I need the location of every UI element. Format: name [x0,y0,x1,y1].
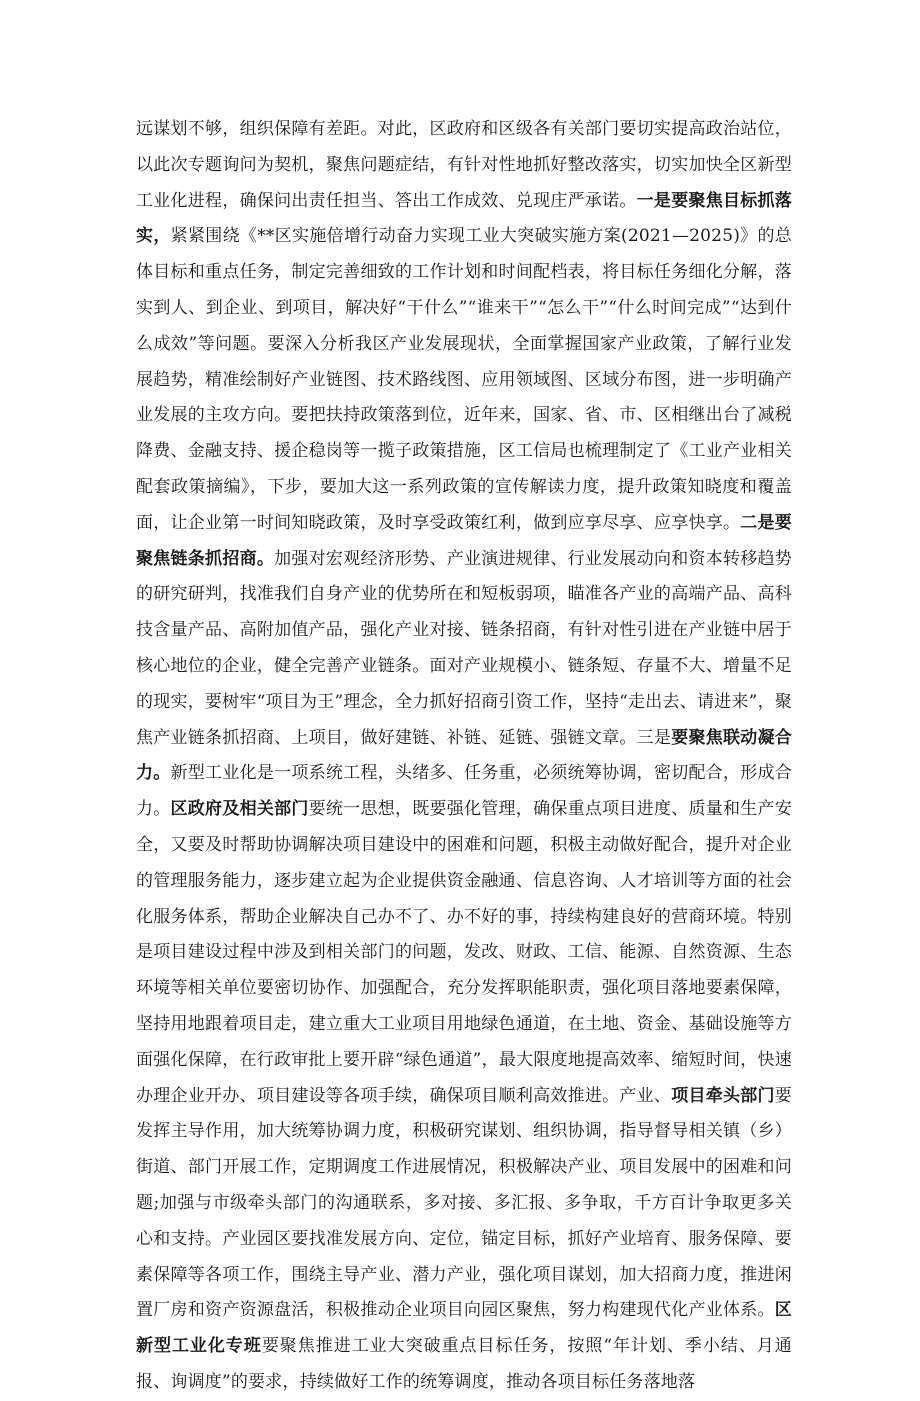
text-run: 要发挥主导作用，加大统筹协调力度，积极研究谋划、组织协调，指导督导相关镇（乡）街道、部门开展工作，定期调度工作进展情况，积极解决产业、项目发展中的困难和问题;加强与市级牵头部门的沟通联系，多对接、多汇报、多争取，千方百计争取更多关心和支持。产业园区要找准发展方向、定位，锚定目标，抓好产业培育、服务保障、要素保障等各项工作，围绕主导产业、潜力产业，强化项目谋划，加大招商力度，推进闲置厂房和资产资源盘活，积极推动企业项目向园区聚焦，努力构建现代化产业体系。 [136,1085,792,1321]
bold-heading-1: 一是要聚焦目标抓落实， [136,190,792,247]
bold-heading-3: 要聚焦联动凝合力。 [136,727,792,784]
body-paragraph [136,112,792,1401]
text-run: 远谋划不够，组织保障有差距。对此，区政府和区级各有关部门要切实提高政治站位，以此次专题询问为契机，聚焦问题症结，有针对性地抓好整改落实，切实加快全区新型工业化进程，确保问出责任担当、答出工作成效、兑现庄严承诺。 [136,119,792,211]
bold-subject-lead-departments: 项目牵头部门 [671,1085,775,1106]
text-run: 紧紧围绕《**区实施倍增行动奋力实现工业大突破实施方案(2021—2025)》的总体目标和重点任务，制定完善细致的工作计划和时间配档表，将目标任务细化分解，落实到人、到企业、到项目，解决好“干什么”“谁来干”“怎么干”“什么时间完成”“达到什么成效”等问题。要深入分析我区产业发展现状，全面掌握国家产业政策，了解行业发展趋势，精准绘制好产业链图、技术路线图、应用领域图、区域分布图，进一步明确产业发展的主攻方向。要把扶持政策落到位，近年来，国家、省、市、区相继出台了减税降费、金融支持、援企稳岗等一揽子政策措施，区工信局也梳理制定了《工业产业相关配套政策摘编》，下步，要加大这一系列政策的宣传解读力度，提升政策知晓度和覆盖面，让企业第一时间知晓政策，及时享受政策红利，做到应享尽享、应享快享。 [136,226,792,533]
bold-subject-district-gov: 区政府及相关部门 [170,799,309,820]
text-run: 加强对宏观经济形势、产业演进规律、行业发展动向和资本转移趋势的研究研判，找准我们自身产业的优势所在和短板弱项，瞄准各产业的高端产品、高科技含量产品、高附加值产品，强化产业对接、链条招商，有针对性引进在产业链中居于核心地位的企业，健全完善产业链条。面对产业规模小、链条短、存量不大、增量不足的现实，要树牢“项目为王”理念，全力抓好招商引资工作，坚持“走出去、请进来”，聚焦产业链条抓招商、上项目，做好建链、补链、延链、强链文章。三是 [136,548,792,748]
text-run: 新型工业化是一项系统工程，头绪多、任务重，必须统筹协调，密切配合，形成合力。 [136,763,792,820]
bold-heading-2: 二是要聚焦链条抓招商。 [136,512,792,569]
bold-subject-task-force: 区新型工业化专班 [136,1300,792,1357]
text-run: 要聚焦推进工业大突破重点目标任务，按照“年计划、季小结、月通报、询调度”的要求，持续做好工作的统筹调度，推动各项目标任务落地落 [136,1336,792,1392]
text-run: 要统一思想，既要强化管理，确保重点项目进度、质量和生产安全，又要及时帮助协调解决项目建设中的困难和问题，积极主动做好配合，提升对企业的管理服务能力，逐步建立起为企业提供资金融通、信息咨询、人才培训等方面的社会化服务体系，帮助企业解决自己办不了、办不好的事，持续构建良好的营商环境。特别是项目建设过程中涉及到相关部门的问题，发改、财政、工信、能源、自然资源、生态环境等相关单位要密切协作、加强配合，充分发挥职能职责，强化项目落地要素保障，坚持用地跟着项目走，建立重大工业项目用地绿色通道，在土地、资金、基础设施等方面强化保障，在行政审批上要开辟“绿色通道”，最大限度地提高效率、缩短时间，快速办理企业开办、项目建设等各项手续，确保项目顺利高效推进。产业、 [136,799,792,1106]
